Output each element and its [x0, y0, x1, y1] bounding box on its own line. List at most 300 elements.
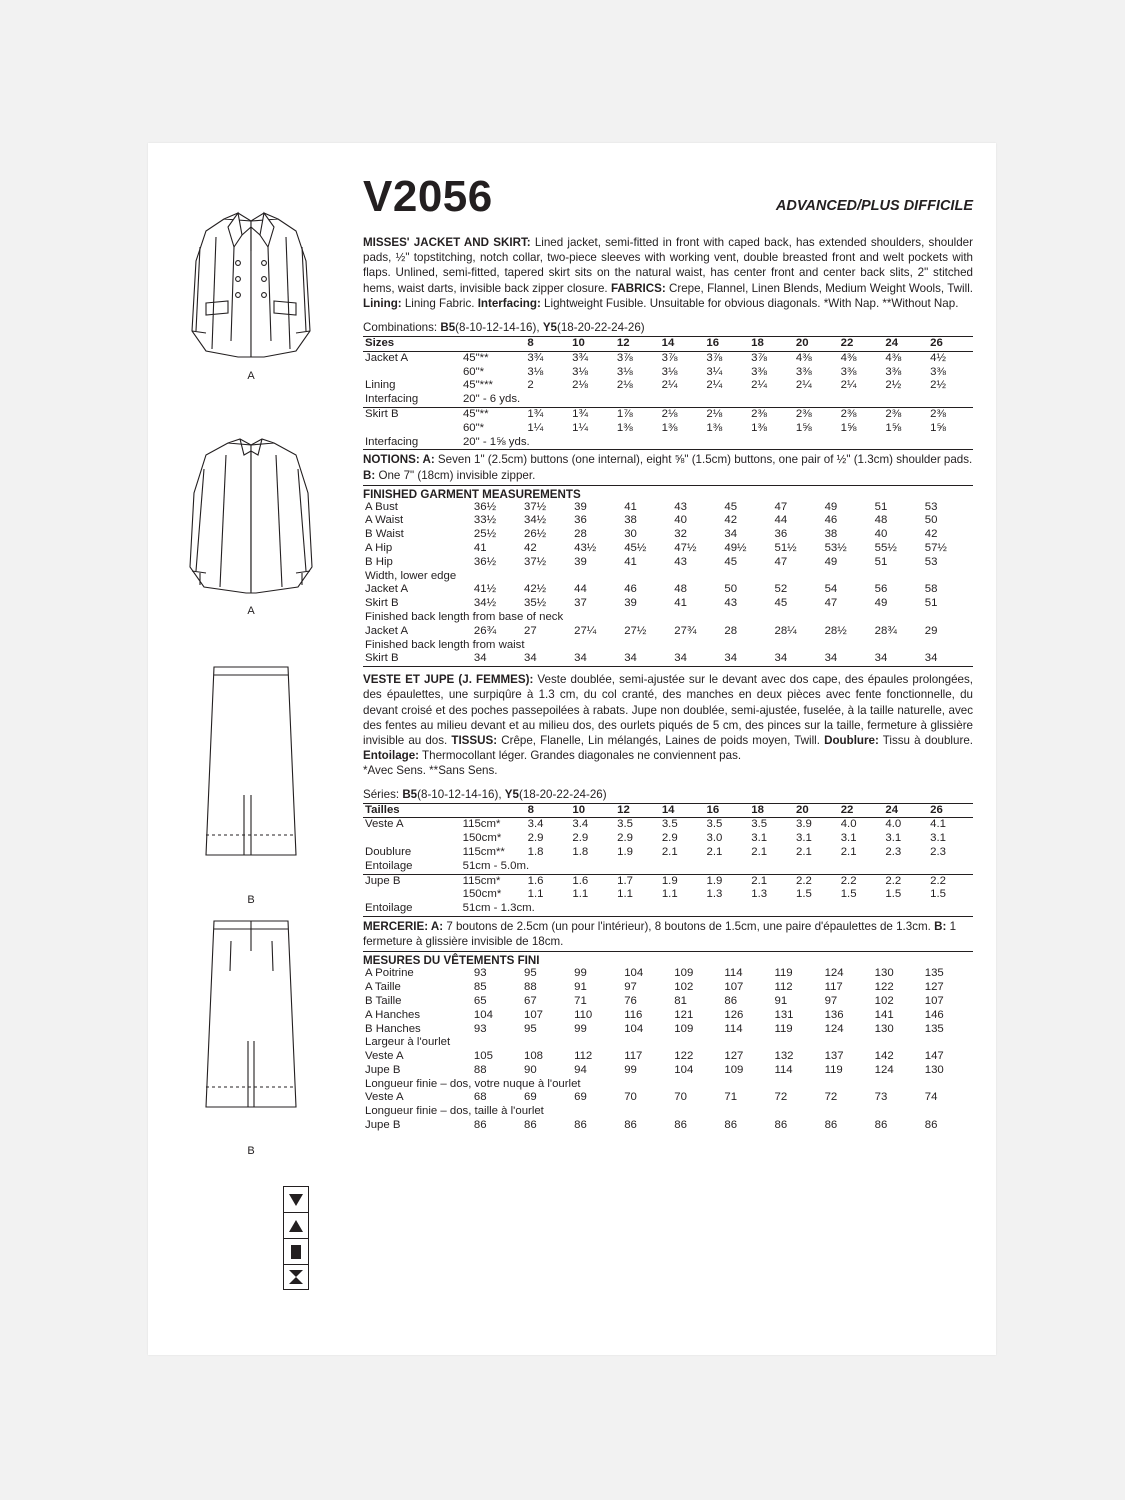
cell: 102	[674, 981, 694, 994]
cell: 1.5	[930, 888, 946, 901]
cell: 27	[524, 624, 537, 637]
cell: 36½	[473, 555, 497, 568]
cell: 142	[874, 1050, 894, 1063]
notch-bar-icon	[283, 1238, 309, 1264]
cell: 3.5	[661, 818, 678, 831]
cell: 86	[473, 1119, 487, 1132]
subhead-longueur-taille: Longueur finie – dos, taille à l'ourlet	[365, 1105, 544, 1118]
cell: 99	[624, 1063, 637, 1076]
cell: 55½	[874, 542, 897, 555]
table-row	[363, 583, 973, 597]
cell: 1.6	[572, 874, 589, 887]
cell: 88	[524, 981, 537, 994]
cell: 36½	[473, 500, 497, 513]
cell: 3⅞	[751, 351, 768, 364]
row-label: Lining	[365, 379, 396, 392]
illustration-caption: A	[247, 605, 255, 617]
cell: 1¼	[572, 421, 589, 434]
cell: 72	[824, 1091, 838, 1104]
description-fr-body: Veste doublée, semi-ajustée sur le devant avec dos cape, des épaules prolongées, des épaulettes, une surpiqûre à 1.3 cm, du col cranté, des manches en deux pièces avec fente fonctionnelle, du devant croisé et des poches passepoilées à rabats. Jupe non doublée, semi-ajustée, fuselée, à la taille naturelle, avec des fentes au milieu devant et au milieu dos, des ourlets piqués de 5 cm, des pinces sur la taille, fermeture à glissière invisible au dos.	[363, 673, 973, 747]
cell: 26½	[524, 528, 547, 541]
table-row	[363, 597, 973, 611]
row-label: Skirt B	[365, 597, 399, 610]
size-col-26: 26	[928, 336, 973, 351]
cell: 49	[874, 597, 888, 610]
row-label: Veste A	[365, 1091, 404, 1104]
row-label: B Waist	[365, 528, 404, 541]
row-width: 115cm*	[462, 818, 501, 831]
cell: 2.3	[930, 845, 946, 858]
cell: 43	[674, 555, 687, 568]
subhead-largeur-ourlet: Largeur à l'ourlet	[365, 1036, 451, 1049]
cell: 112	[774, 981, 793, 994]
cell: 110	[574, 1008, 593, 1021]
cell: 1.7	[617, 874, 633, 887]
cell: 136	[824, 1008, 844, 1021]
combinations-en-prefix: Combinations:	[363, 320, 441, 334]
cell: 42	[524, 542, 537, 555]
cell: 4.0	[885, 818, 902, 831]
table-row	[363, 422, 973, 436]
table-row	[363, 967, 973, 981]
cell: 3⅞	[616, 351, 633, 364]
size-col-10: 10	[570, 336, 615, 351]
cell: 2.2	[885, 874, 902, 887]
width-header	[461, 336, 525, 351]
row-label: Interfacing	[363, 436, 461, 450]
header-row	[363, 172, 973, 221]
size-col-16-fr: 16	[705, 803, 750, 818]
table-row	[363, 1119, 973, 1133]
cell: 49	[824, 500, 838, 513]
table-header-row	[363, 336, 973, 351]
cell: 47	[824, 597, 838, 610]
cell: 86	[524, 1119, 537, 1132]
cell: 38	[824, 528, 838, 541]
interfacing-label-fr: Entoilage:	[363, 749, 420, 763]
cell: 86	[624, 1119, 637, 1132]
table-row	[363, 846, 973, 860]
cell: 51	[874, 500, 888, 513]
cell: 2¼	[840, 379, 857, 392]
cell: 3.1	[840, 832, 857, 845]
illustration-jacket-back	[176, 421, 326, 617]
size-col-26-fr: 26	[928, 803, 973, 818]
combinations-english	[363, 321, 973, 334]
cell: 2⅜	[930, 407, 947, 420]
cell: 2.1	[751, 874, 768, 887]
fgm-title-fr: MESURES DU VÊTEMENTS FINI	[363, 954, 540, 968]
cell: 105	[473, 1050, 493, 1063]
row-label: A Hip	[365, 542, 393, 555]
cell: 3⅞	[706, 351, 723, 364]
cell: 121	[674, 1008, 694, 1021]
cell: 1¼	[527, 421, 544, 434]
cell: 70	[674, 1091, 687, 1104]
cell: 2⅜	[885, 407, 902, 420]
cell: 3⅜	[930, 365, 947, 378]
cell: 86	[874, 1119, 888, 1132]
cell: 51	[924, 597, 938, 610]
cell: 3¼	[706, 365, 723, 378]
row-label: Veste A	[365, 1050, 404, 1063]
lining-label-en: Lining:	[363, 296, 402, 310]
cell: 68	[473, 1091, 487, 1104]
row-width: 115cm**	[462, 845, 505, 858]
row-label: Doublure	[365, 845, 412, 858]
table-row	[363, 393, 973, 407]
cell: 49	[824, 555, 838, 568]
cell: 1.5	[840, 888, 857, 901]
fabrics-label-en: FABRICS:	[610, 281, 666, 295]
cell: 73	[874, 1091, 888, 1104]
lining-en: Lining Fabric.	[401, 296, 478, 310]
cell: 2.1	[795, 845, 812, 858]
table-row	[363, 436, 973, 450]
cell: 1¾	[572, 407, 589, 420]
sizes-header: Sizes	[363, 336, 461, 351]
cell: 127	[924, 981, 944, 994]
tailles-header: Tailles	[363, 803, 461, 818]
cell: 104	[473, 1008, 493, 1021]
row-label: B Hip	[365, 555, 393, 568]
row-label: A Waist	[365, 514, 404, 527]
cell: 86	[724, 1119, 738, 1132]
cell: 48	[674, 583, 687, 596]
table-subhead-row	[363, 1105, 973, 1119]
cell: 41½	[473, 583, 497, 596]
table-row	[363, 888, 973, 902]
cell: 3.1	[885, 832, 902, 845]
cell: 44	[574, 583, 587, 596]
cell: 1⅝	[885, 421, 902, 434]
yardage-table-french	[363, 803, 973, 917]
cell: 29	[924, 624, 938, 637]
cell: 107	[724, 981, 744, 994]
cell: 45	[774, 597, 788, 610]
width-header-fr	[461, 803, 526, 818]
cell: 71	[724, 1091, 738, 1104]
cell: 3⅛	[572, 365, 589, 378]
row-label: Skirt B	[365, 407, 399, 420]
cell: 114	[724, 1022, 743, 1035]
cell: 46	[824, 514, 838, 527]
cell: 1⅝	[840, 421, 857, 434]
combination-b5-sizes-fr: (8-10-12-14-16),	[417, 787, 505, 801]
cell: 30	[624, 528, 637, 541]
description-en-title: MISSES' JACKET AND SKIRT:	[363, 236, 531, 249]
cell: 93	[473, 1022, 487, 1035]
cell: 4⅜	[885, 351, 902, 364]
row-width: 60"*	[462, 421, 485, 434]
cell: 4½	[930, 351, 947, 364]
cell: 2⅜	[751, 407, 768, 420]
notch-key	[283, 1186, 309, 1290]
cell: 91	[574, 981, 587, 994]
cell: 97	[624, 981, 637, 994]
cell: 57½	[924, 542, 947, 555]
size-col-20: 20	[794, 336, 839, 351]
cell: 36	[574, 514, 587, 527]
row-label: Interfacing	[363, 393, 461, 407]
cell: 93	[473, 967, 487, 980]
notions-a-label-en: A:	[422, 453, 435, 467]
cell: 95	[524, 967, 537, 980]
table-row	[363, 1009, 973, 1023]
cell: 28	[724, 624, 738, 637]
row-label: Skirt B	[363, 652, 472, 666]
row-width: 45"**	[462, 407, 489, 420]
cell: 124	[824, 1022, 844, 1035]
row-width: 115cm*	[462, 874, 501, 887]
row-label: Jupe B	[365, 1063, 401, 1076]
cell: 109	[674, 967, 694, 980]
cell: 3.9	[795, 818, 812, 831]
table-row	[363, 556, 973, 570]
cell: 1.9	[706, 874, 723, 887]
row-label	[363, 422, 461, 436]
cell: 3⅛	[616, 365, 633, 378]
cell: 1.1	[572, 888, 589, 901]
cell: 32	[674, 528, 687, 541]
description-en-body: Lined jacket, semi-fitted in front with caped back, has extended shoulders, shoulder pads, ½" topstitching, notch collar, two-piece sleeves with working vent, double breasted front and welt pockets with flaps. Unlined, semi-fitted, tapered skirt sits on the natural waist, has center front and center back slits, 2" stitched hems, waist darts, invisible back zipper closure.	[363, 236, 973, 295]
table-row	[363, 652, 973, 666]
cell: 47½	[674, 542, 697, 555]
interfacing-en: Lightweight Fusible. Unsuitable for obvious diagonals. *With Nap. **Without Nap.	[540, 296, 959, 310]
illustration-column	[148, 143, 363, 1355]
table-row	[363, 528, 973, 542]
cell: 56	[874, 583, 888, 596]
combination-y5-label: Y5	[542, 320, 557, 334]
table-row	[363, 625, 973, 639]
cell: 34	[772, 652, 822, 666]
cell: 3.1	[751, 832, 768, 845]
cell: 117	[624, 1050, 643, 1063]
cell: 34	[572, 652, 622, 666]
interfacing-fr: Thermocollant léger. Grandes diagonales ne conviennent pas.	[419, 749, 742, 763]
notions-label-fr: MERCERIE:	[363, 919, 431, 933]
table-subhead-row	[363, 1036, 973, 1050]
row-width: 20" - 1⅝ yds.	[461, 436, 973, 450]
cell: 3⅛	[527, 365, 544, 378]
cell: 3¾	[527, 351, 544, 364]
table-row	[363, 366, 973, 380]
cell: 35½	[524, 597, 547, 610]
table-row	[363, 818, 973, 832]
interfacing-label-en: Interfacing:	[477, 296, 541, 310]
cell: 34	[472, 652, 522, 666]
cell: 112	[574, 1050, 593, 1063]
finished-measurements-french	[363, 952, 973, 1133]
combination-y5-sizes: (18-20-22-24-26)	[557, 320, 645, 334]
notch-up-icon	[283, 1212, 309, 1238]
cell: 34	[722, 652, 772, 666]
cell: 119	[774, 967, 793, 980]
cell: 95	[524, 1022, 537, 1035]
difficulty-label: ADVANCED/PLUS DIFFICILE	[775, 198, 973, 214]
size-col-18: 18	[749, 336, 794, 351]
cell: 3⅜	[751, 365, 768, 378]
cell: 27¾	[674, 624, 697, 637]
cell: 1⅞	[616, 407, 633, 420]
cell: 45½	[624, 542, 647, 555]
cell: 131	[774, 1008, 794, 1021]
illustration-caption: B	[247, 894, 255, 906]
illustration-caption: A	[247, 370, 255, 382]
subhead-back-length-waist: Finished back length from waist	[365, 638, 525, 651]
cell: 43	[724, 597, 738, 610]
cell: 116	[624, 1008, 643, 1021]
notions-english	[363, 450, 973, 484]
table-subhead-row	[363, 639, 973, 653]
cell: 46	[624, 583, 637, 596]
row-label: Entoilage	[363, 860, 461, 874]
cell: 99	[574, 1022, 587, 1035]
subhead-longueur-nuque: Longueur finie – dos, votre nuque à l'ourlet	[365, 1077, 581, 1090]
cell: 81	[674, 994, 687, 1007]
cell: 1.1	[661, 888, 678, 901]
table-row	[363, 1050, 973, 1064]
table-subhead-row	[363, 1078, 973, 1092]
cell: 86	[774, 1119, 788, 1132]
table-row	[363, 542, 973, 556]
fabrics-fr: Crêpe, Flanelle, Lin mélangés, Laines de poids moyen, Twill.	[497, 734, 825, 747]
cell: 85	[473, 981, 487, 994]
cell: 2½	[885, 379, 902, 392]
cell: 33½	[473, 514, 497, 527]
cell: 124	[874, 1063, 894, 1076]
cell: 69	[574, 1091, 587, 1104]
cell: 86	[824, 1119, 838, 1132]
row-label: B Hanches	[365, 1022, 421, 1035]
cell: 1.3	[751, 888, 768, 901]
cell: 27½	[624, 624, 647, 637]
combinations-fr-prefix: Séries:	[363, 787, 403, 801]
notions-french	[363, 917, 973, 951]
lining-fr: Tissu à doublure.	[878, 734, 973, 747]
row-label: A Poitrine	[365, 967, 414, 980]
cell: 2.9	[527, 832, 544, 845]
table-row	[363, 501, 973, 515]
cell: 74	[924, 1091, 938, 1104]
cell: 3.5	[751, 818, 768, 831]
notions-a-text-en: Seven 1" (2.5cm) buttons (one internal), eight ⅝" (1.5cm) buttons, one pair of ½" (1.3cm) shoulder pads.	[434, 453, 973, 467]
size-col-12-fr: 12	[615, 803, 660, 818]
cell: 1.3	[706, 888, 723, 901]
size-col-14: 14	[660, 336, 705, 351]
illustration-skirt-back	[186, 911, 316, 1157]
table-row	[363, 351, 973, 365]
table-header-row	[363, 803, 973, 818]
cell: 99	[574, 967, 587, 980]
cell: 34	[823, 652, 873, 666]
cell: 39	[624, 597, 637, 610]
cell: 124	[824, 967, 844, 980]
row-label: Jacket A	[365, 583, 409, 596]
nap-note-french: *Avec Sens. **Sans Sens.	[363, 764, 498, 778]
illustration-jacket-front	[176, 191, 326, 382]
cell: 65	[473, 994, 487, 1007]
cell: 117	[824, 981, 843, 994]
cell: 119	[774, 1022, 793, 1035]
pattern-envelope-back	[148, 143, 996, 1355]
cell: 28½	[824, 624, 847, 637]
cell: 3⅛	[661, 365, 678, 378]
cell: 130	[924, 1063, 944, 1076]
cell: 141	[874, 1008, 894, 1021]
row-width: 51cm - 5.0m.	[461, 860, 973, 874]
cell: 34	[622, 652, 672, 666]
cell: 91	[774, 994, 788, 1007]
row-width: 60"*	[462, 365, 485, 378]
cell: 130	[874, 967, 894, 980]
row-label: Jacket A	[365, 624, 409, 637]
fgm-table-english	[363, 501, 973, 668]
table-subhead-row	[363, 611, 973, 625]
cell: 119	[824, 1063, 843, 1076]
notions-b-label-fr: B:	[934, 919, 947, 933]
cell: 2⅜	[840, 407, 857, 420]
cell: 2.9	[572, 832, 589, 845]
cell: 1⅝	[930, 421, 947, 434]
cell: 104	[624, 967, 644, 980]
cell: 51½	[774, 542, 797, 555]
cell: 3⅜	[885, 365, 902, 378]
cell: 27¼	[574, 624, 597, 637]
cell: 132	[774, 1050, 794, 1063]
cell: 1.9	[617, 845, 633, 858]
illustration-skirt-front	[186, 655, 316, 906]
cell: 1.1	[617, 888, 633, 901]
cell: 1⅜	[751, 421, 768, 434]
cell: 94	[574, 1063, 587, 1076]
cell: 3.4	[527, 818, 544, 831]
cell: 69	[524, 1091, 537, 1104]
cell: 2¼	[751, 379, 768, 392]
size-col-18-fr: 18	[749, 803, 794, 818]
cell: 4⅜	[795, 351, 812, 364]
combinations-french	[363, 788, 973, 801]
size-col-22: 22	[839, 336, 884, 351]
cell: 48	[874, 514, 888, 527]
yardage-table-english	[363, 336, 973, 450]
cell: 50	[924, 514, 938, 527]
cell: 127	[724, 1050, 744, 1063]
cell: 108	[524, 1050, 544, 1063]
row-width: 45"***	[462, 379, 493, 392]
cell: 28	[574, 528, 587, 541]
row-width: 150cm*	[462, 888, 502, 901]
combination-b5-sizes: (8-10-12-14-16),	[455, 320, 543, 334]
notions-b-text-fr: 1 fermeture à glissière invisible de 18cm.	[363, 919, 957, 949]
lining-label-fr: Doublure:	[824, 734, 879, 747]
combination-y5-label-fr: Y5	[504, 787, 519, 801]
table-row	[363, 995, 973, 1009]
cell: 47	[774, 555, 788, 568]
cell: 3.4	[572, 818, 589, 831]
table-row	[363, 874, 973, 888]
notions-b-label-en: B:	[363, 468, 376, 482]
subhead-back-length-neck: Finished back length from base of neck	[365, 611, 564, 624]
row-label: Jupe B	[365, 1119, 401, 1132]
cell: 70	[624, 1091, 637, 1104]
cell: 34½	[473, 597, 497, 610]
notions-b-text-en: One 7" (18cm) invisible zipper.	[375, 468, 536, 482]
cell: 1⅜	[661, 421, 678, 434]
cell: 26¾	[473, 624, 497, 637]
cell: 3⅜	[840, 365, 857, 378]
cell: 45	[724, 500, 738, 513]
